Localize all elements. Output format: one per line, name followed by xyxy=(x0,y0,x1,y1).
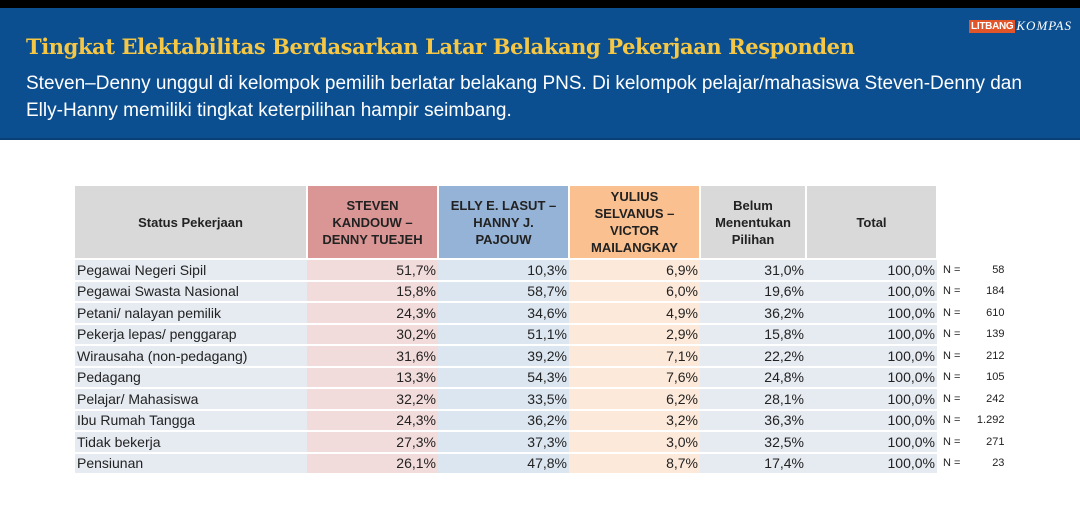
n-prefix: N = xyxy=(943,392,961,405)
sample-size xyxy=(937,453,1017,475)
header-status: Status Pekerjaan xyxy=(75,186,307,259)
row-value: 47,8% xyxy=(438,453,569,475)
row-value: 6,2% xyxy=(569,388,700,410)
n-prefix: N = xyxy=(943,457,961,470)
n-prefix: N = xyxy=(943,285,961,298)
header-yulius: YULIUS SELVANUS – VICTOR MAILANGKAY xyxy=(569,186,700,259)
logo-kompas: KOMPAS xyxy=(1016,18,1072,33)
row-value: 33,5% xyxy=(438,388,569,410)
row-label: Ibu Rumah Tangga xyxy=(75,410,307,432)
electability-table xyxy=(75,186,1018,475)
n-value: 212 xyxy=(986,349,1005,362)
n-value: 23 xyxy=(992,457,1005,470)
row-value: 51,7% xyxy=(307,259,438,281)
sample-size xyxy=(937,259,1017,281)
n-value: 1.292 xyxy=(976,414,1005,427)
row-value: 2,9% xyxy=(569,324,700,346)
row-value: 32,5% xyxy=(700,431,806,453)
header-banner xyxy=(0,8,1080,140)
row-value: 36,3% xyxy=(700,410,806,432)
row-value: 24,8% xyxy=(700,367,806,389)
n-value: 105 xyxy=(986,371,1005,384)
row-value: 26,1% xyxy=(307,453,438,475)
row-value: 36,2% xyxy=(438,410,569,432)
row-value: 7,6% xyxy=(569,367,700,389)
row-label: Petani/ nalayan pemilik xyxy=(75,302,307,324)
row-value: 6,9% xyxy=(569,259,700,281)
logo-litbang: LITBANG xyxy=(971,20,1014,32)
table-row xyxy=(75,345,1017,367)
header-steven: STEVEN KANDOUW – DENNY TUEJEH xyxy=(307,186,438,259)
litbang-kompas-logo xyxy=(969,18,1072,34)
row-value: 28,1% xyxy=(700,388,806,410)
row-value: 100,0% xyxy=(806,281,937,303)
row-value: 34,6% xyxy=(438,302,569,324)
table-row xyxy=(75,302,1017,324)
row-label: Tidak bekerja xyxy=(75,431,307,453)
row-value: 32,2% xyxy=(307,388,438,410)
table-row xyxy=(75,410,1017,432)
row-label: Pensiunan xyxy=(75,453,307,475)
table-row xyxy=(75,259,1017,281)
row-label: Pedagang xyxy=(75,367,307,389)
header-total: Total xyxy=(806,186,937,259)
row-value: 27,3% xyxy=(307,431,438,453)
row-value: 100,0% xyxy=(806,302,937,324)
sample-size xyxy=(937,302,1017,324)
n-value: 139 xyxy=(986,328,1005,341)
table-row xyxy=(75,453,1017,475)
row-value: 17,4% xyxy=(700,453,806,475)
row-label: Pekerja lepas/ penggarap xyxy=(75,324,307,346)
row-value: 39,2% xyxy=(438,345,569,367)
sample-size xyxy=(937,410,1017,432)
table-row xyxy=(75,367,1017,389)
sample-size xyxy=(937,324,1017,346)
sample-size xyxy=(937,367,1017,389)
row-label: Pegawai Swasta Nasional xyxy=(75,281,307,303)
table-row xyxy=(75,431,1017,453)
n-prefix: N = xyxy=(943,349,961,362)
row-value: 22,2% xyxy=(700,345,806,367)
row-value: 31,0% xyxy=(700,259,806,281)
row-value: 6,0% xyxy=(569,281,700,303)
row-value: 15,8% xyxy=(700,324,806,346)
header-n xyxy=(937,186,1017,259)
sample-size xyxy=(937,281,1017,303)
header-elly: ELLY E. LASUT – HANNY J. PAJOUW xyxy=(438,186,569,259)
n-prefix: N = xyxy=(943,414,961,427)
row-value: 100,0% xyxy=(806,345,937,367)
row-value: 30,2% xyxy=(307,324,438,346)
sample-size xyxy=(937,345,1017,367)
row-label: Wirausaha (non-pedagang) xyxy=(75,345,307,367)
row-value: 51,1% xyxy=(438,324,569,346)
row-value: 54,3% xyxy=(438,367,569,389)
row-value: 3,2% xyxy=(569,410,700,432)
row-value: 8,7% xyxy=(569,453,700,475)
row-value: 100,0% xyxy=(806,388,937,410)
n-value: 610 xyxy=(986,306,1005,319)
row-value: 100,0% xyxy=(806,453,937,475)
page-title: Tingkat Elektabilitas Berdasarkan Latar Belakang Pekerjaan Responden xyxy=(26,34,855,59)
table-row xyxy=(75,324,1017,346)
row-value: 58,7% xyxy=(438,281,569,303)
sample-size xyxy=(937,388,1017,410)
n-prefix: N = xyxy=(943,306,961,319)
table-row xyxy=(75,281,1017,303)
row-value: 100,0% xyxy=(806,324,937,346)
row-value: 24,3% xyxy=(307,410,438,432)
table-row xyxy=(75,388,1017,410)
row-value: 100,0% xyxy=(806,431,937,453)
row-value: 100,0% xyxy=(806,367,937,389)
header-undecided: Belum Menentukan Pilihan xyxy=(700,186,806,259)
row-value: 3,0% xyxy=(569,431,700,453)
row-value: 10,3% xyxy=(438,259,569,281)
n-value: 271 xyxy=(986,435,1005,448)
row-value: 19,6% xyxy=(700,281,806,303)
row-value: 37,3% xyxy=(438,431,569,453)
n-prefix: N = xyxy=(943,328,961,341)
row-value: 31,6% xyxy=(307,345,438,367)
page-subtitle: Steven–Denny unggul di kelompok pemilih berlatar belakang PNS. Di kelompok pelajar/mahasiswa Steven-Denny dan Elly-Hanny memiliki tingkat keterpilihan hampir seimbang. xyxy=(26,73,1022,121)
row-value: 4,9% xyxy=(569,302,700,324)
top-bar xyxy=(0,0,1080,8)
sample-size xyxy=(937,431,1017,453)
n-prefix: N = xyxy=(943,435,961,448)
row-value: 100,0% xyxy=(806,410,937,432)
n-prefix: N = xyxy=(943,263,961,276)
row-value: 13,3% xyxy=(307,367,438,389)
row-value: 15,8% xyxy=(307,281,438,303)
n-prefix: N = xyxy=(943,371,961,384)
row-value: 7,1% xyxy=(569,345,700,367)
n-value: 184 xyxy=(986,285,1005,298)
row-value: 100,0% xyxy=(806,259,937,281)
row-label: Pelajar/ Mahasiswa xyxy=(75,388,307,410)
n-value: 58 xyxy=(992,263,1005,276)
row-value: 24,3% xyxy=(307,302,438,324)
row-label: Pegawai Negeri Sipil xyxy=(75,259,307,281)
n-value: 242 xyxy=(986,392,1005,405)
row-value: 36,2% xyxy=(700,302,806,324)
